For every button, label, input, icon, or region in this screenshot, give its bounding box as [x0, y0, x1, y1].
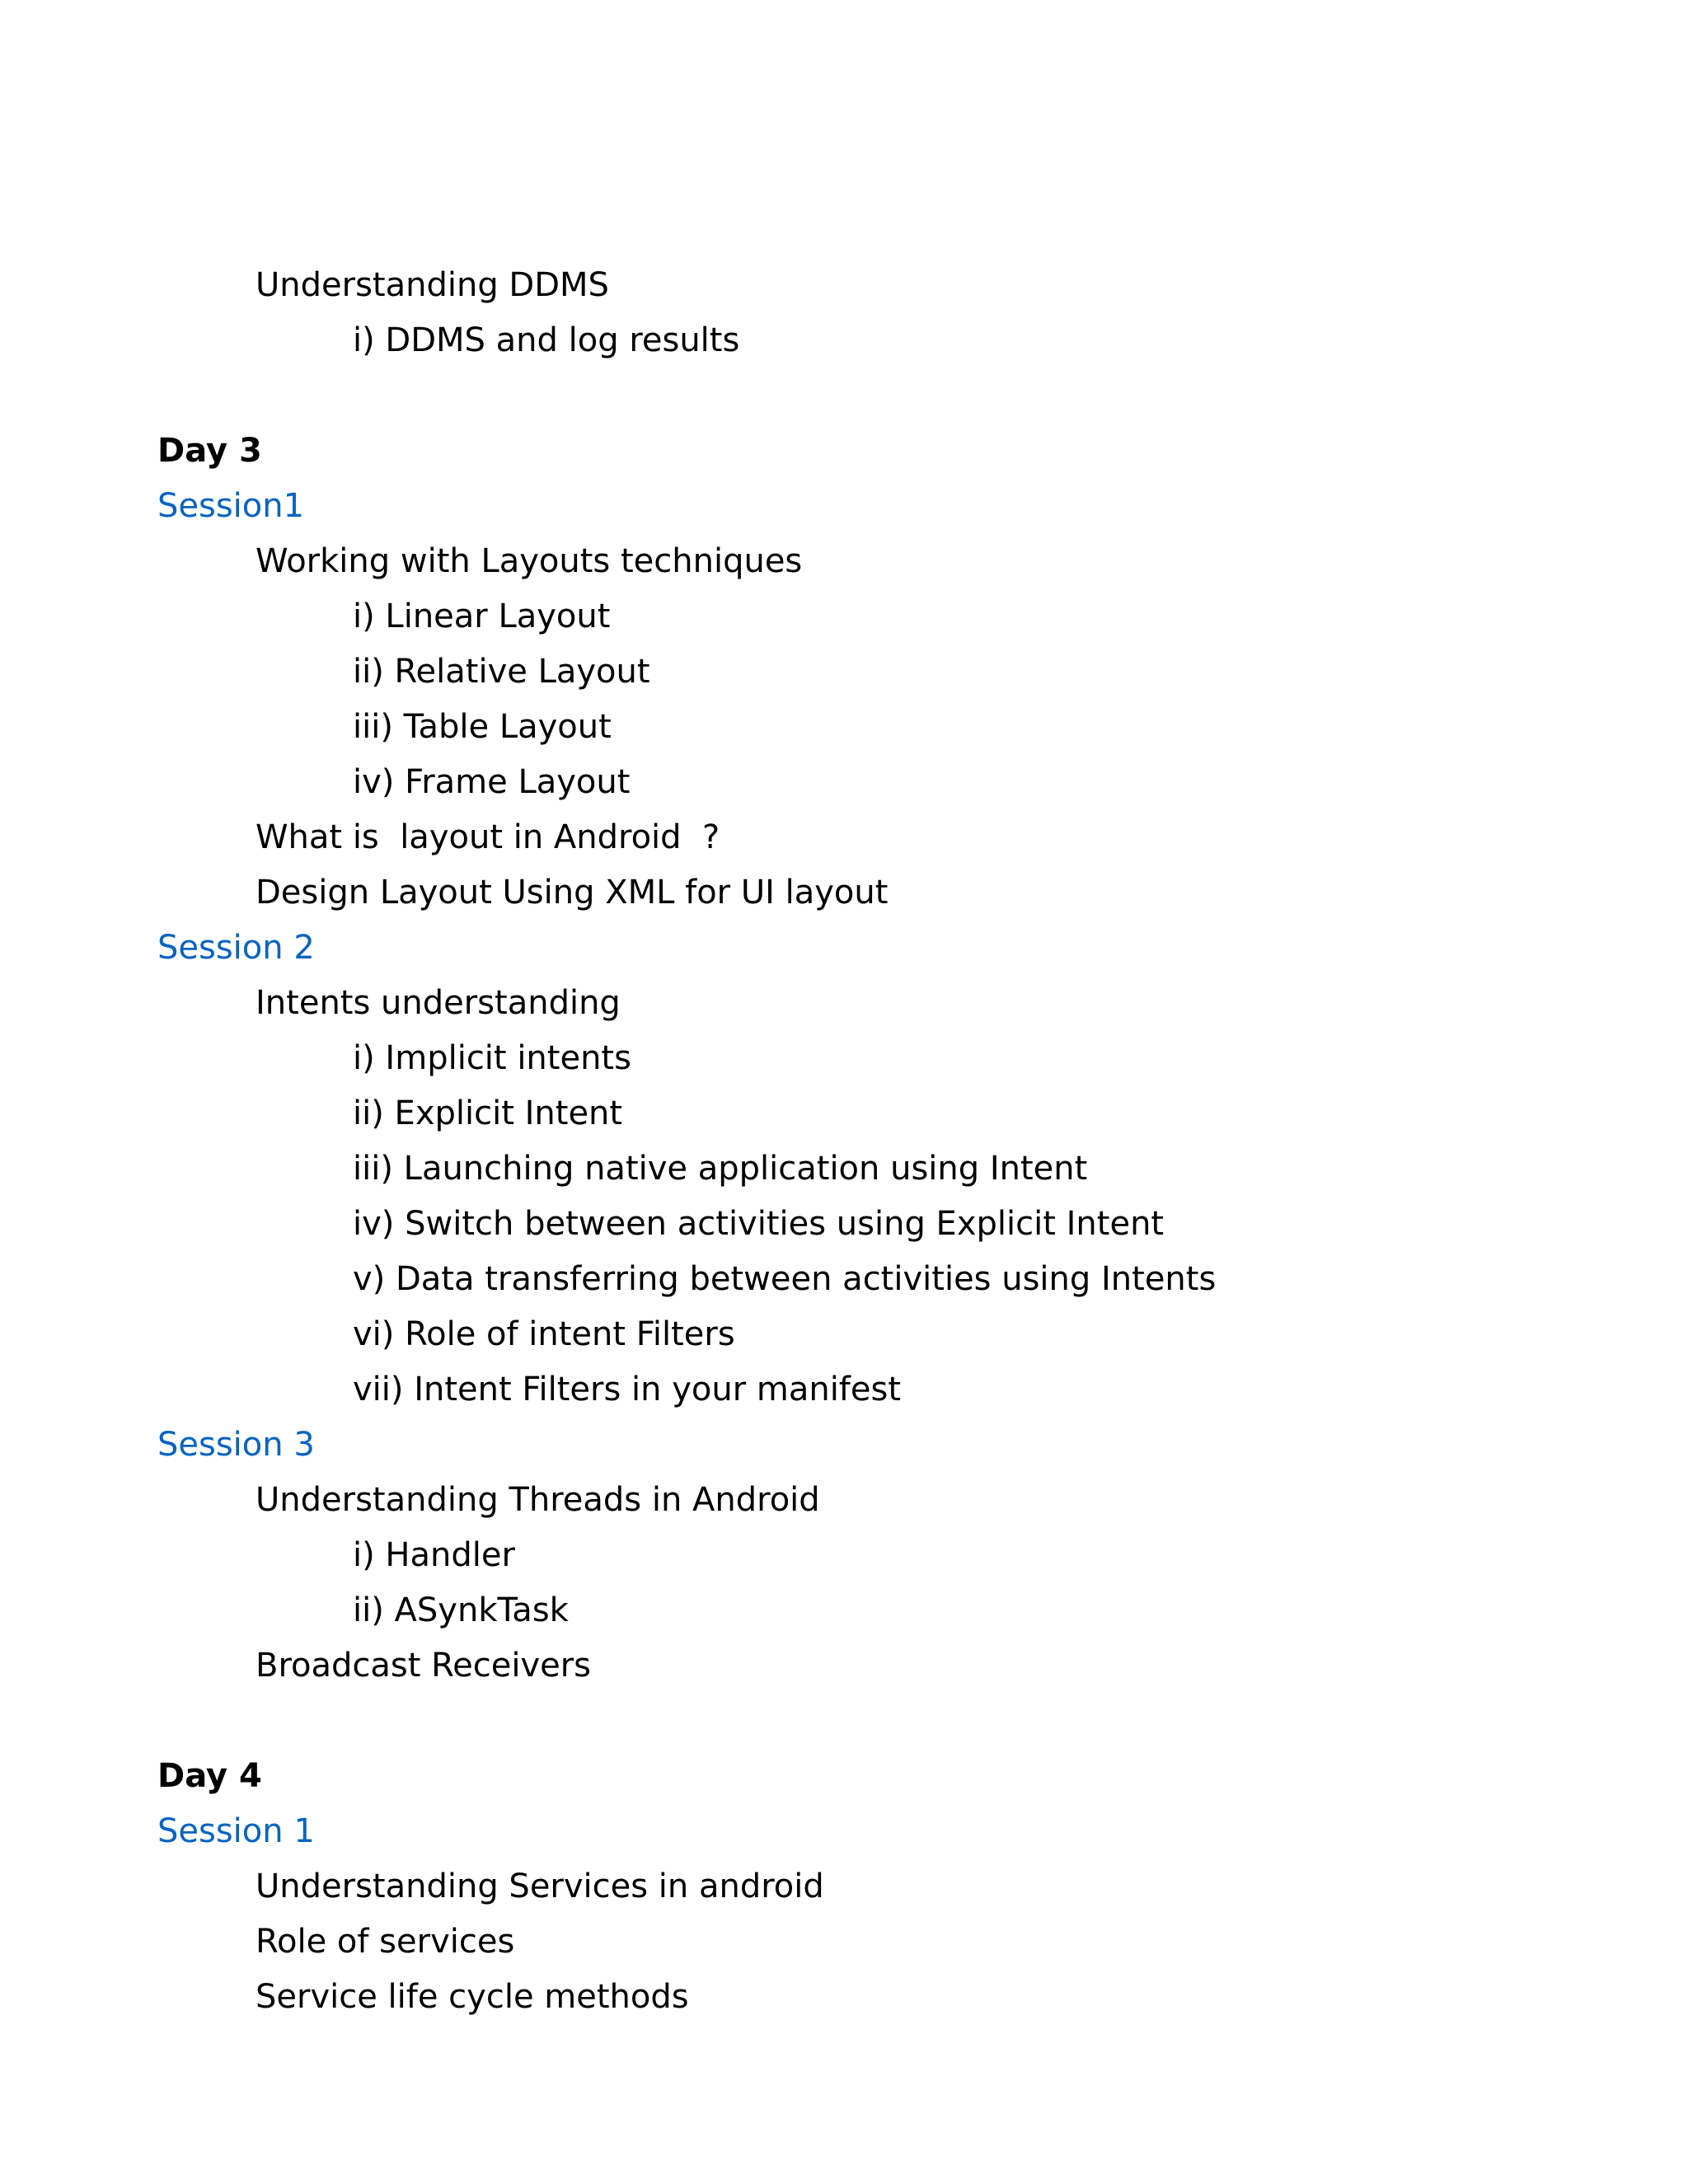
topic-understanding-ddms: Understanding DDMS: [256, 266, 609, 304]
topic-broadcast-receivers: Broadcast Receivers: [256, 1647, 592, 1685]
topic-services-android: Understanding Services in android: [256, 1868, 824, 1905]
day3-session-3-heading: Session 3: [157, 1426, 315, 1464]
subtopic-asynktask: ii) ASynkTask: [353, 1591, 569, 1629]
subtopic-explicit-intent: ii) Explicit Intent: [353, 1094, 623, 1132]
subtopic-implicit-intents: i) Implicit intents: [353, 1039, 631, 1077]
subtopic-relative-layout: ii) Relative Layout: [353, 653, 650, 691]
subtopic-switch-activities: iv) Switch between activities using Explicit Intent: [353, 1205, 1165, 1243]
topic-layouts-techniques: Working with Layouts techniques: [256, 542, 803, 580]
topic-what-is-layout: What is layout in Android ?: [256, 818, 720, 856]
topic-role-of-services: Role of services: [256, 1923, 515, 1961]
subtopic-table-layout: iii) Table Layout: [353, 708, 612, 746]
topic-threads-android: Understanding Threads in Android: [256, 1481, 820, 1519]
subtopic-launching-native-app: iii) Launching native application using Intent: [353, 1150, 1088, 1188]
day-3-heading: Day 3: [157, 432, 262, 470]
day3-session-2-heading: Session 2: [157, 929, 315, 967]
topic-intents-understanding: Intents understanding: [256, 984, 621, 1022]
subtopic-handler: i) Handler: [353, 1536, 515, 1574]
day3-session-1-heading: Session1: [157, 487, 305, 525]
day4-session-1-heading: Session 1: [157, 1812, 315, 1850]
subtopic-role-intent-filters: vi) Role of intent Filters: [353, 1315, 735, 1353]
topic-design-layout-xml: Design Layout Using XML for UI layout: [256, 874, 889, 912]
subtopic-frame-layout: iv) Frame Layout: [353, 763, 631, 801]
subtopic-linear-layout: i) Linear Layout: [353, 598, 611, 635]
subtopic-intent-filters-manifest: vii) Intent Filters in your manifest: [353, 1371, 902, 1408]
subtopic-data-transferring: v) Data transferring between activities using Intents: [353, 1260, 1217, 1298]
day-4-heading: Day 4: [157, 1757, 262, 1795]
subtopic-ddms-log-results: i) DDMS and log results: [353, 321, 740, 359]
topic-service-life-cycle: Service life cycle methods: [256, 1978, 689, 2016]
